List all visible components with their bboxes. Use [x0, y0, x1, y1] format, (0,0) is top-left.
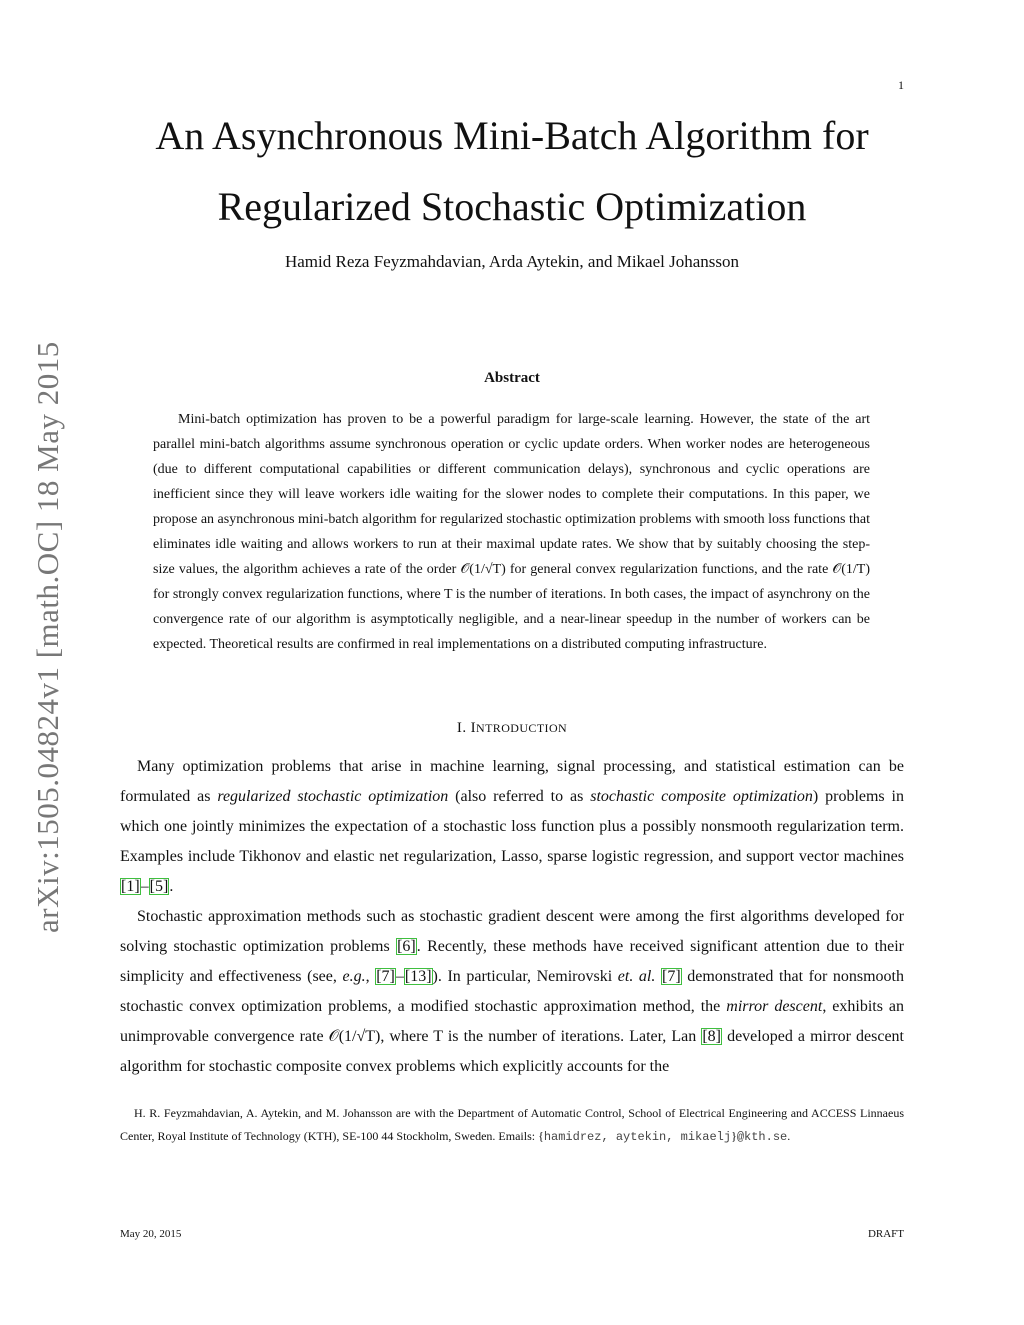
citation-link[interactable]: [13]: [404, 968, 432, 985]
emphasis-term: stochastic composite optimization: [590, 788, 813, 805]
section-title: NTRODUCTION: [476, 721, 568, 735]
citation-link[interactable]: [7]: [376, 968, 395, 985]
paper-title: An Asynchronous Mini-Batch Algorithm for Regularized Stochastic Optimization: [155, 113, 869, 229]
section-heading: [110, 720, 914, 737]
page-number: 1: [898, 78, 904, 92]
citation-link[interactable]: [5]: [149, 878, 169, 895]
arxiv-identifier: arXiv:1505.04824v1 [math.OC] 18 May 2015: [30, 341, 65, 933]
abstract-text: Mini-batch optimization has proven to be a powerful paradigm for large-scale learning. However, the state of the art parallel mini-batch algorithms assume synchronous operation or cyclic update orders. When worker nodes are heterogeneous (due to different computational capabilities or different communication delays), synchronous and cyclic operations are inefficient since they will leave workers idle waiting for the slower nodes to complete their computations. In this paper, we propose an asynchronous mini-batch algorithm for regularized stochastic optimization problems with smooth loss functions that eliminates idle waiting and allows workers to run at their maximal update rates. We show that by suitably choosing the step-size values, the algorithm achieves a rate of the order 𝒪(1/√T) for general convex regularization functions, and the rate 𝒪(1/T) for strongly convex regularization functions, where T is the number of iterations. In both cases, the impact of asynchrony on the convergence rate of our algorithm is asymptotically negligible, and a near-linear speedup in the number of workers can be expected. Theoretical results are confirmed in real implementations on a distributed computing infrastructure.: [153, 412, 870, 652]
emphasis-term: mirror descent: [726, 998, 823, 1015]
footer-date: May 20, 2015: [120, 1228, 182, 1240]
author-list: Hamid Reza Feyzmahdavian, Arda Aytekin, and Mikael Johansson: [284, 252, 740, 271]
author-affiliation-footnote: H. R. Feyzmahdavian, A. Aytekin, and M. Johansson are with the Department of Automatic Control, School of Electrical Engineering and ACCESS Linnaeus Center, Royal Institute of Technology (KTH), SE-100 44 Stockholm, Sweden. Emails: {hamidrez, aytekin, mikaelj}@kth.se.: [120, 1106, 904, 1144]
intro-paragraph-2: Stochastic approximation methods such as stochastic gradient descent were among the first algorithms developed for solving stochastic optimization problems [6]. Recently, these methods have received significant attention due to their simplicity and effectiveness (see, e.g., [7]–[13]). In particular, Nemirovski et. al. [7] demonstrated that for nonsmooth stochastic convex optimization problems, a modified stochastic approximation method, the mirror descent, exhibits an unimprovable convergence rate 𝒪(1/√T), where T is the number of iterations. Later, Lan [8] developed a mirror descent algorithm for stochastic composite convex problems which explicitly accounts for the: [120, 908, 905, 1075]
intro-paragraph-1: Many optimization problems that arise in machine learning, signal processing, and statistical estimation can be formulated as regularized stochastic optimization (also referred to as stochastic composite optimization) problems in which one jointly minimizes the expectation of a stochastic loss function plus a possibly nonsmooth regularization term. Examples include Tikhonov and elastic net regularization, Lasso, sparse logistic regression, and support vector machines [1]–[5].: [120, 758, 904, 895]
email-domain: @kth.se: [736, 1130, 788, 1144]
footer-status: DRAFT: [867, 1228, 904, 1240]
citation-link[interactable]: [7]: [661, 968, 681, 985]
section-numeral: I. I: [456, 720, 477, 736]
citation-link[interactable]: [6]: [397, 938, 416, 955]
emphasis-term: regularized stochastic optimization: [217, 788, 449, 805]
email-list: hamidrez, aytekin, mikaelj: [543, 1130, 732, 1144]
abstract-heading: Abstract: [484, 370, 540, 386]
citation-link[interactable]: [1]: [121, 878, 140, 895]
citation-link[interactable]: [8]: [702, 1028, 721, 1045]
